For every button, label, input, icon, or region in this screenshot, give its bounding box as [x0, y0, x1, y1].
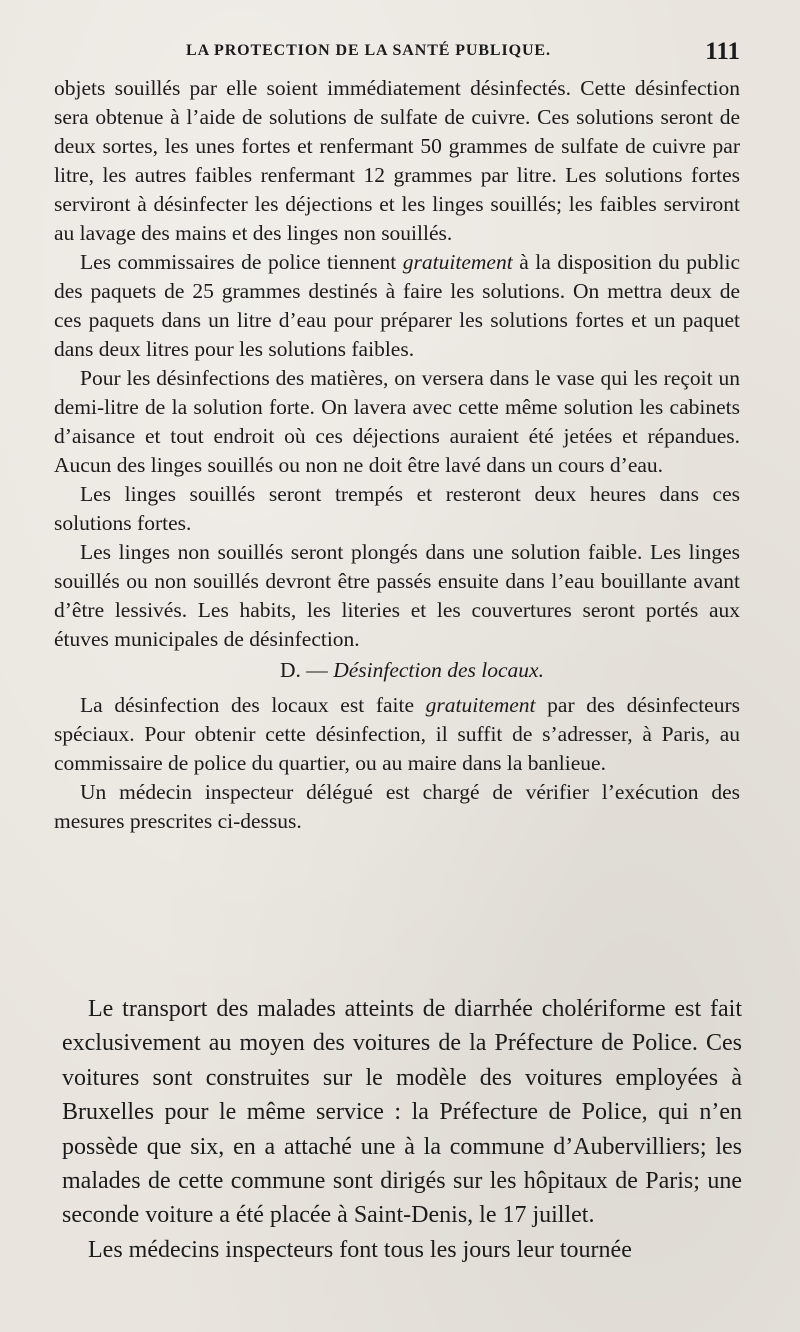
- page-header: [186, 38, 740, 70]
- paragraph-6-start: La désinfection des locaux est faite: [80, 693, 426, 717]
- running-title: LA PROTECTION DE LA SANTÉ PUBLIQUE.: [186, 42, 551, 59]
- paragraph-2: [54, 248, 740, 364]
- section-heading-prefix: D. —: [280, 658, 334, 682]
- paragraph-6-emphasis: gratuitement: [425, 693, 536, 717]
- paragraph-2-end: à la disposition du public des paquets de 25 grammes destinés à faire les solutions. On mettra deux de ces paquets dans un litre d’eau pour préparer les solutions fortes et un paquet dans deux litres pour les solutions faibles.: [54, 250, 740, 361]
- paragraph-4: Les linges souillés seront trempés et resteront deux heures dans ces solutions fortes.: [54, 482, 740, 535]
- paragraph-9: Les médecins inspecteurs font tous les jours leur tournée: [88, 1236, 632, 1263]
- paragraph-8: Le transport des malades atteints de diarrhée cholériforme est fait exclusivement au moyen des voitures de la Préfecture de Police. Ces voitures sont construites sur le modèle des voitures employées à Bruxelles pour le même service : la Préfecture de Police, qui n’en possède que six, en a attaché une à la commune d’Aubervilliers; les malades de cette commune sont dirigés sur les hôpitaux de Paris; une seconde voiture a été placée à Saint-Denis, le 17 juillet.: [62, 996, 742, 1229]
- paragraph-5: Les linges non souillés seront plongés dans une solution faible. Les linges souillés ou non souillés devront être passés ensuite dans l’eau bouillante avant d’être lessivés. Les habits, les literies et les couvertures seront portés aux étuves municipales de désinfection.: [54, 540, 740, 651]
- page-number: 111: [705, 38, 740, 65]
- main-text-small: [54, 74, 740, 836]
- main-text-large: [62, 992, 742, 1267]
- paragraph-2-emphasis: gratuitement: [402, 250, 513, 274]
- paragraph-7: Un médecin inspecteur délégué est chargé de vérifier l’exécution des mesures prescrites ci-dessus.: [54, 780, 740, 833]
- paragraph-1: objets souillés par elle soient immédiatement désinfectés. Cette désinfection sera obtenue à l’aide de solutions de sulfate de cuivre. Ces solutions seront de deux sortes, les unes fortes et renfermant 50 grammes de sulfate de cuivre par litre, les autres faibles renfermant 12 grammes par litre. Les solutions fortes serviront à désinfecter les déjections et les linges souillés; les faibles serviront au lavage des mains et des linges non souillés.: [54, 76, 740, 245]
- section-heading-title: Désinfection des locaux.: [333, 658, 544, 682]
- section-heading-d: [54, 656, 740, 685]
- paragraph-2-start: Les commissaires de police tiennent: [80, 250, 403, 274]
- paragraph-6: [54, 691, 740, 778]
- paragraph-3: Pour les désinfections des matières, on versera dans le vase qui les reçoit un demi-litre de la solution forte. On lavera avec cette même solution les cabinets d’aisance et tout endroit où ces déjections auraient été jetées et répandues. Aucun des linges souillés ou non ne doit être lavé dans un cours d’eau.: [54, 366, 740, 477]
- paragraph-6-end: par des désinfecteurs spéciaux. Pour obtenir cette désinfection, il suffit de s’adresser, à Paris, au commissaire de police du quartier, ou au maire dans la banlieue.: [54, 693, 740, 775]
